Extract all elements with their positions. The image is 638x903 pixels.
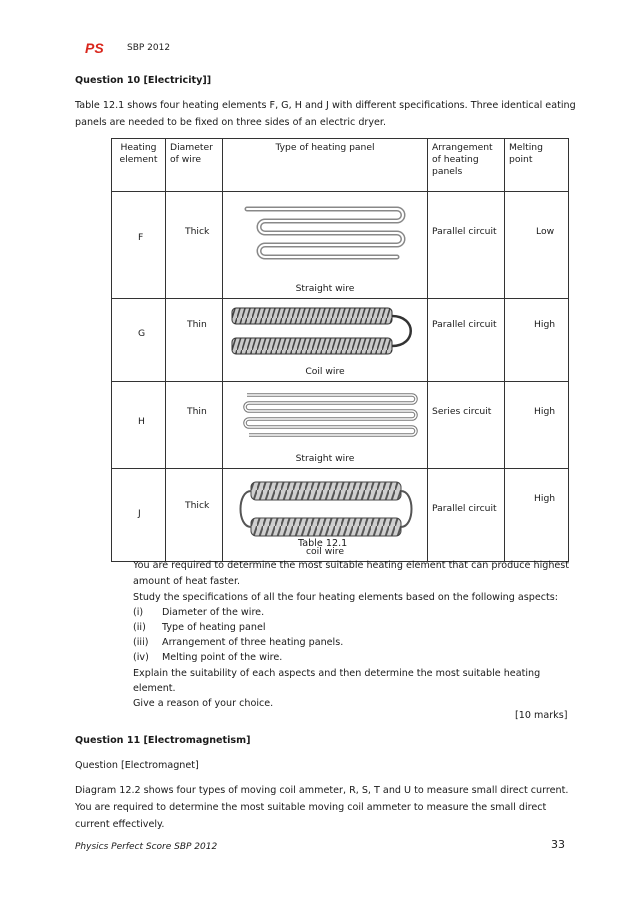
- melting-point-value: High: [534, 406, 556, 417]
- q11-subtitle: Question [Electromagnet]: [75, 760, 199, 771]
- marks-label: [10 marks]: [515, 710, 568, 721]
- header-diameter: Diameter of wire: [166, 139, 223, 192]
- arrangement-value: Parallel circuit: [432, 319, 497, 330]
- list-item-text: Arrangement of three heating panels.: [162, 637, 344, 648]
- element-label: H: [138, 416, 145, 427]
- footer-text: Physics Perfect Score SBP 2012: [75, 842, 218, 852]
- list-item-text: Melting point of the wire.: [162, 652, 283, 663]
- table-header-row: [112, 139, 569, 192]
- list-item-number: (i): [133, 607, 144, 618]
- table-row: [112, 382, 569, 469]
- task-line5: element.: [133, 683, 176, 694]
- element-label: J: [138, 508, 141, 519]
- melting-point-value: High: [534, 319, 556, 330]
- header-label: SBP 2012: [127, 43, 171, 53]
- straight-wire-panel-image: [227, 195, 432, 295]
- list-item-text: Diameter of the wire.: [162, 607, 265, 618]
- melting-point-value: Low: [536, 226, 555, 237]
- header-panel-type: Type of heating panel: [223, 139, 428, 192]
- q10-intro-line2: panels are needed to be fixed on three sides of an electric dryer.: [75, 117, 387, 128]
- q11-line3: current effectively.: [75, 819, 165, 830]
- list-item-number: (iii): [133, 637, 149, 648]
- table-row: [112, 299, 569, 382]
- table-caption: Table 12.1: [298, 538, 348, 549]
- task-line3: Study the specifications of all the four heating elements based on the following aspects:: [133, 592, 559, 603]
- panel-caption: Straight wire: [295, 453, 355, 464]
- svg-text:PS: PS: [85, 41, 104, 55]
- list-item-number: (ii): [133, 622, 146, 633]
- page-header: [85, 38, 170, 58]
- element-label: G: [138, 328, 146, 339]
- header-heating-element: Heating element: [112, 139, 166, 192]
- list-item-number: (iv): [133, 652, 149, 663]
- panel-caption: coil wire: [306, 546, 344, 557]
- header-arrangement: Arrangement of heating panels: [428, 139, 505, 192]
- diameter-value: Thick: [185, 500, 210, 511]
- header-melting-point: Melting point: [505, 139, 569, 192]
- list-item-text: Type of heating panel: [162, 622, 266, 633]
- heating-element-table: [111, 138, 569, 562]
- diameter-value: Thin: [187, 319, 207, 330]
- table-row: [112, 192, 569, 299]
- q10-intro-line1: Table 12.1 shows four heating elements F, G, H and J with different specifications. Three identical eating: [75, 100, 576, 111]
- q10-title: Question 10 [Electricity]]: [75, 75, 212, 86]
- task-line1: You are required to determine the most suitable heating element that can produce highest: [133, 560, 570, 571]
- arrangement-value: Series circuit: [432, 406, 492, 417]
- q11-title: Question 11 [Electromagnetism]: [75, 735, 251, 746]
- ps-logo: [85, 41, 119, 55]
- diameter-value: Thin: [187, 406, 207, 417]
- page-number: 33: [551, 838, 565, 851]
- task-line6: Give a reason of your choice.: [133, 698, 274, 709]
- melting-point-value: High: [534, 493, 556, 504]
- diameter-value: Thick: [185, 226, 210, 237]
- panel-caption: Coil wire: [305, 366, 345, 377]
- task-line2: amount of heat faster.: [133, 576, 241, 587]
- panel-caption: Straight wire: [295, 283, 355, 294]
- arrangement-value: Parallel circuit: [432, 503, 497, 514]
- task-line4: Explain the suitability of each aspects and then determine the most suitable heating: [133, 668, 541, 679]
- element-label: F: [138, 232, 144, 243]
- q11-line1: Diagram 12.2 shows four types of moving coil ammeter, R, S, T and U to measure small direct current.: [75, 785, 569, 796]
- q11-line2: You are required to determine the most suitable moving coil ammeter to measure the small direct: [75, 802, 547, 813]
- arrangement-value: Parallel circuit: [432, 226, 497, 237]
